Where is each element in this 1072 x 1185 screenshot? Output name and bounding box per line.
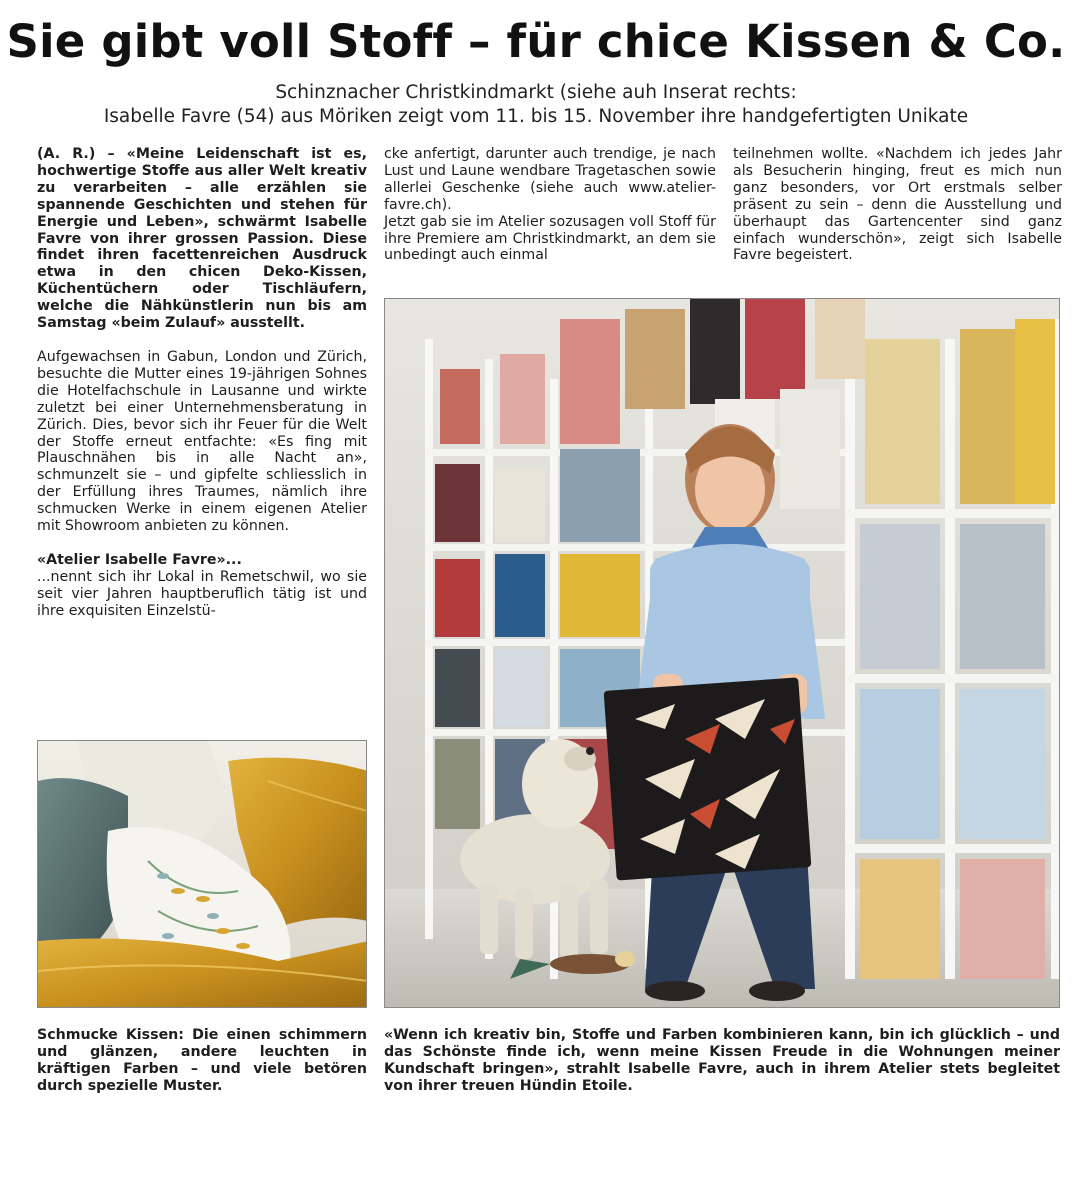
cushions-closeup-photo — [37, 740, 367, 1008]
article-column-3 — [733, 146, 1062, 264]
article-paragraph: cke anfertigt, darunter auch trendige, je nach Lust und Laune wendbare Tragetaschen sowie allerlei Geschenke (siehe auch www.atelier-favre.ch). — [384, 146, 716, 213]
atelier-showroom-photo — [384, 298, 1060, 1008]
photo-caption-atelier: «Wenn ich kreativ bin, Stoffe und Farben kombinieren kann, bin ich glücklich – und das Schönste finde ich, wenn meine Kissen Freude in die Wohnungen meiner Kundschaft bringen», strahlt Isabelle Favre, auch in ihrem Atelier stets begleitet von ihrer treuen Hündin Etoile. — [384, 1027, 1060, 1094]
article-subhead-line2: Isabelle Favre (54) aus Möriken zeigt vom 11. bis 15. November ihre handgefertigten Unikate — [103, 106, 969, 127]
article-column-2 — [384, 146, 716, 264]
article-paragraph: teilnehmen wollte. «Nachdem ich jedes Jahr als Besucherin hinging, freut es mich nun ganz besonders, vor Ort erstmals selber präsent zu sein – denn die Ausstellung und überhaupt das Gartencenter sind ganz einfach wunderschön», zeigt sich Isabelle Favre begeistert. — [733, 146, 1062, 264]
article-column-1 — [37, 146, 367, 620]
photo-caption-cushions: Schmucke Kissen: Die einen schimmern und glänzen, andere leuchten in kräftigen Farben – und viele betören durch spezielle Muster. — [37, 1027, 367, 1094]
article-subhead-line1: Schinznacher Christkindmarkt (siehe auh Inserat rechts: — [275, 82, 797, 103]
article-paragraph: Aufgewachsen in Gabun, London und Zürich, besuchte die Mutter eines 19-jährigen Sohnes die Hotelfachschule in Lausanne und wirkte zuletzt bei einer Unternehmensberatung in Zürich. Dies, bevor sich ihr Feuer für die Welt der Stoffe erneut entfachte: «Es fing mit Plauschnähen bis in alle Nacht an», schmunzelt sie – und gipfelte schliesslich in der Erfüllung ihres Traumes, nämlich ihre schmucken Werke in einem eigenen Atelier mit Showroom anbieten zu können. — [37, 348, 367, 535]
article-lead: (A. R.) – «Meine Leidenschaft ist es, hochwertige Stoffe aus aller Welt kreativ zu verarbeiten – alle erzählen sie spannende Geschichten und stehen für Energie und Leben», schwärmt Isabelle Favre von ihrer grossen Passion. Diese findet ihren facettenreichen Ausdruck etwa in den chicen Deko-Kissen, Küchentüchern oder Tischläufern, welche die Nähkünstlerin nun bis am Samstag «beim Zulauf» ausstellt. — [37, 146, 367, 332]
article-paragraph: Jetzt gab sie im Atelier sozusagen voll Stoff für ihre Premiere am Christkindmarkt, an dem sie unbedingt auch einmal — [384, 213, 716, 264]
article-paragraph: ...nennt sich ihr Lokal in Remetschwil, wo sie seit vier Jahren hauptberuflich tätig ist und ihre exquisiten Einzelstü- — [37, 568, 367, 619]
section-subtitle: «Atelier Isabelle Favre»... — [37, 551, 242, 568]
article-headline: Sie gibt voll Stoff – für chice Kissen & Co. — [6, 15, 1066, 68]
